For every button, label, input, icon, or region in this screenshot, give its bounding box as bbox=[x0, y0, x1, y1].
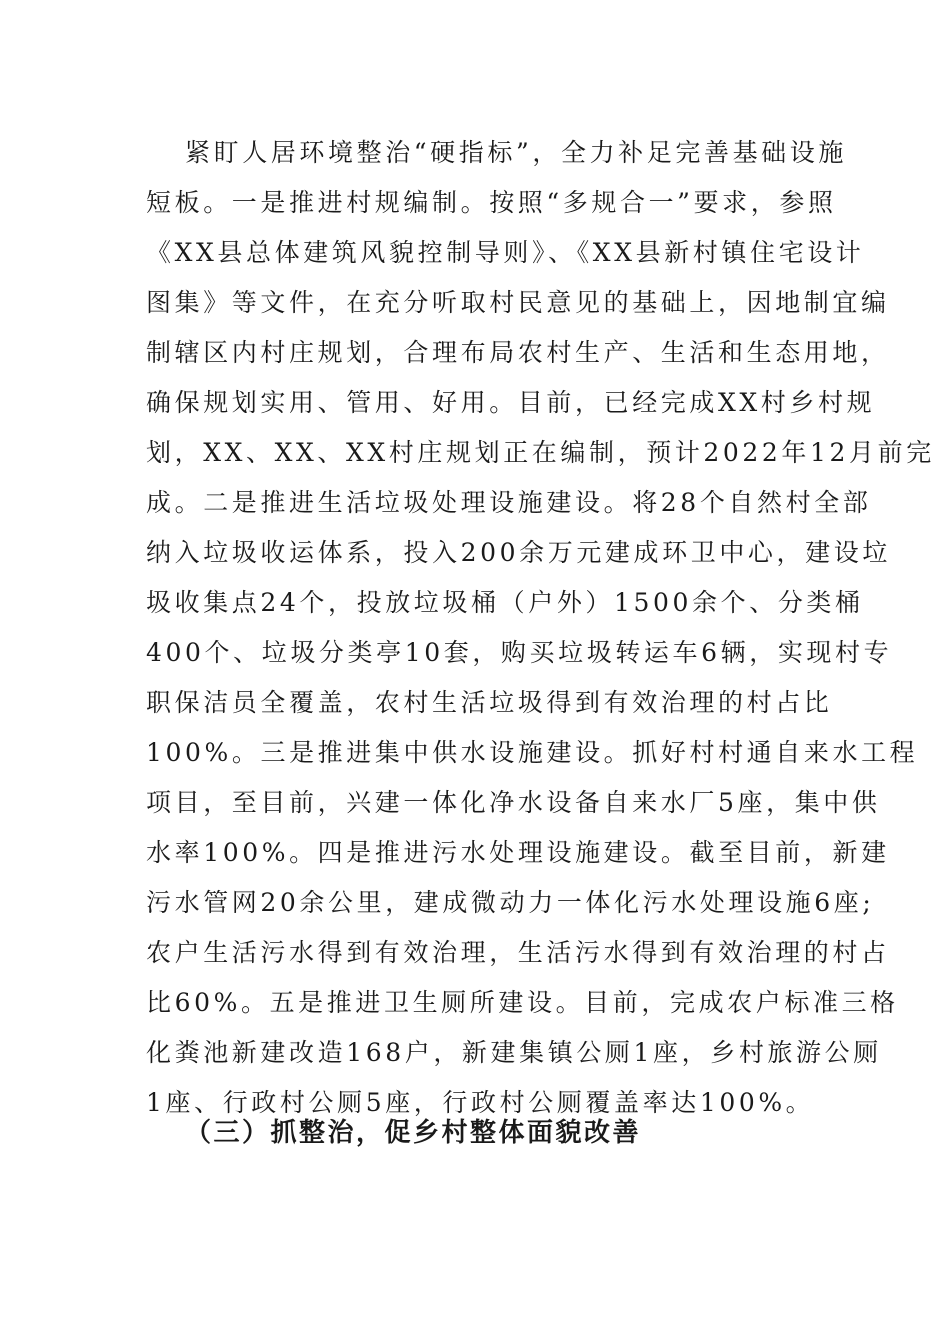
body-paragraph bbox=[146, 133, 935, 1133]
section-heading: （三）抓整治，促乡村整体面貌改善 bbox=[185, 1118, 642, 1148]
paragraph-line: 成。二是推进生活垃圾处理设施建设。将28个自然村全部 bbox=[146, 488, 872, 517]
paragraph-line: 水率100%。四是推进污水处理设施建设。截至目前，新建 bbox=[146, 838, 890, 867]
paragraph-line: 比60%。五是推进卫生厕所建设。目前，完成农户标准三格 bbox=[146, 988, 899, 1017]
paragraph-line: 确保规划实用、管用、好用。目前，已经完成XX村乡村规 bbox=[146, 388, 876, 417]
paragraph-line: 化粪池新建改造168户，新建集镇公厕1座，乡村旅游公厕 bbox=[146, 1038, 882, 1067]
paragraph-line: 紧盯人居环境整治“硬指标”，全力补足完善基础设施 bbox=[185, 138, 847, 167]
paragraph-line: 1座、行政村公厕5座，行政村公厕覆盖率达100%。 bbox=[146, 1088, 815, 1117]
paragraph-line: 划，XX、XX、XX村庄规划正在编制，预计2022年12月前完 bbox=[146, 438, 935, 467]
paragraph-line: 项目，至目前，兴建一体化净水设备自来水厂5座，集中供 bbox=[146, 788, 881, 817]
paragraph-line: 污水管网20余公里，建成微动力一体化污水处理设施6座; bbox=[146, 888, 875, 917]
paragraph-line: 《XX县总体建筑风貌控制导则》、《XX县新村镇住宅设计 bbox=[146, 238, 865, 267]
paragraph-line: 短板。一是推进村规编制。按照“多规合一”要求，参照 bbox=[146, 188, 837, 217]
paragraph-line: 制辖区内村庄规划，合理布局农村生产、生活和生态用地， bbox=[146, 338, 890, 367]
paragraph-line: 圾收集点24个，投放垃圾桶（户外）1500余个、分类桶 bbox=[146, 588, 864, 617]
paragraph-line: 图集》等文件，在充分听取村民意见的基础上，因地制宜编 bbox=[146, 288, 890, 317]
paragraph-line: 100%。三是推进集中供水设施建设。抓好村村通自来水工程 bbox=[146, 738, 919, 767]
paragraph-line: 纳入垃圾收运体系，投入200余万元建成环卫中心，建设垃 bbox=[146, 538, 891, 567]
paragraph-line: 400个、垃圾分类亭10套，购买垃圾转运车6辆，实现村专 bbox=[146, 638, 893, 667]
paragraph-line: 职保洁员全覆盖，农村生活垃圾得到有效治理的村占比 bbox=[146, 688, 833, 717]
paragraph-line: 农户生活污水得到有效治理，生活污水得到有效治理的村占 bbox=[146, 938, 890, 967]
